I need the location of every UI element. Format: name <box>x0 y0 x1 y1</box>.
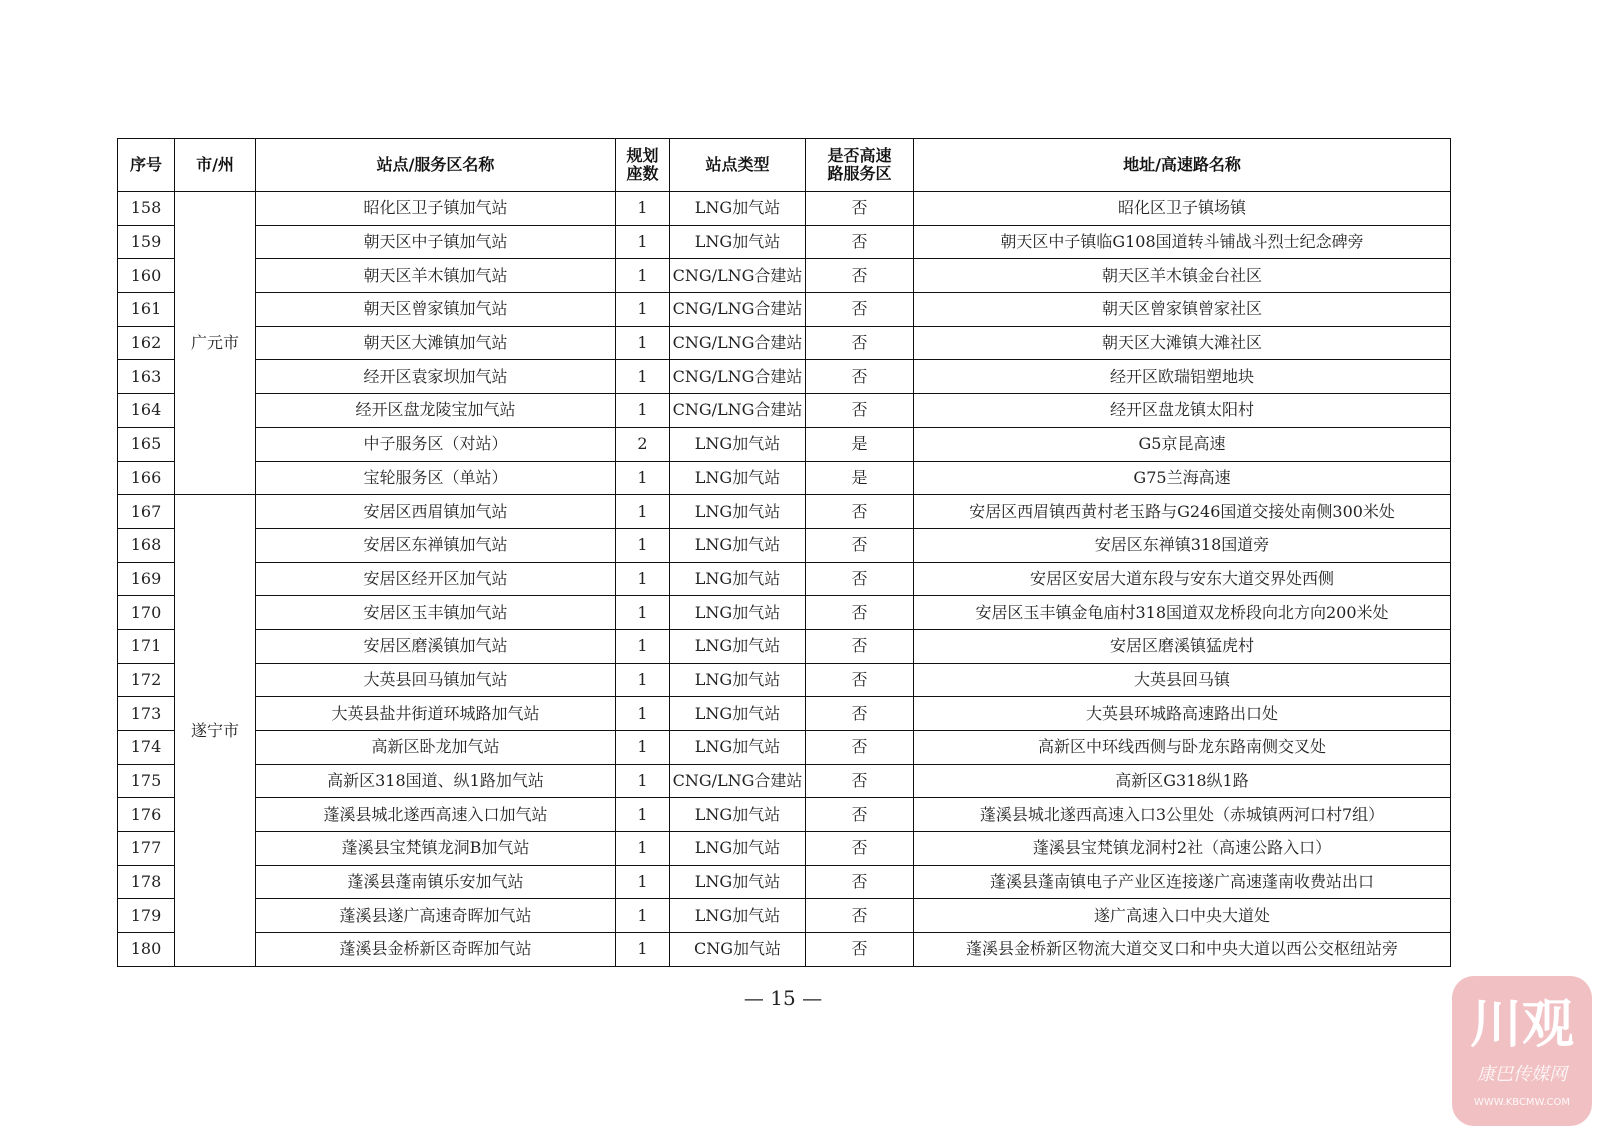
cell-address: 高新区G318纵1路 <box>914 764 1451 798</box>
cell-index: 171 <box>118 629 175 663</box>
cell-station-type: LNG加气站 <box>670 865 806 899</box>
table-row <box>118 629 1451 663</box>
table-row <box>118 798 1451 832</box>
cell-planned-count: 1 <box>616 933 670 967</box>
cell-is-highway: 否 <box>806 933 914 967</box>
header-city: 市/州 <box>175 139 256 192</box>
table-row <box>118 326 1451 360</box>
cell-address: 昭化区卫子镇场镇 <box>914 192 1451 226</box>
header-index: 序号 <box>118 139 175 192</box>
header-planned-count: 规划 座数 <box>616 139 670 192</box>
cell-city: 遂宁市 <box>175 495 256 967</box>
cell-address: 高新区中环线西侧与卧龙东路南侧交叉处 <box>914 731 1451 765</box>
table-row <box>118 933 1451 967</box>
cell-station-name: 朝天区羊木镇加气站 <box>256 259 616 293</box>
cell-address: 朝天区曾家镇曾家社区 <box>914 293 1451 327</box>
cell-planned-count: 1 <box>616 899 670 933</box>
cell-is-highway: 否 <box>806 832 914 866</box>
cell-is-highway: 否 <box>806 697 914 731</box>
cell-index: 161 <box>118 293 175 327</box>
cell-station-name: 安居区玉丰镇加气站 <box>256 596 616 630</box>
cell-index: 169 <box>118 562 175 596</box>
table-row <box>118 259 1451 293</box>
cell-planned-count: 1 <box>616 495 670 529</box>
cell-address: 朝天区大滩镇大滩社区 <box>914 326 1451 360</box>
cell-is-highway: 否 <box>806 629 914 663</box>
table-row <box>118 192 1451 226</box>
table-row <box>118 596 1451 630</box>
cell-station-name: 大英县回马镇加气站 <box>256 663 616 697</box>
table-row <box>118 832 1451 866</box>
header-station-type: 站点类型 <box>670 139 806 192</box>
cell-index: 166 <box>118 461 175 495</box>
table-row <box>118 562 1451 596</box>
cell-index: 179 <box>118 899 175 933</box>
cell-address: 大英县环城路高速路出口处 <box>914 697 1451 731</box>
cell-planned-count: 1 <box>616 562 670 596</box>
cell-station-type: LNG加气站 <box>670 562 806 596</box>
cell-index: 172 <box>118 663 175 697</box>
cell-address: 安居区西眉镇西黄村老玉路与G246国道交接处南侧300米处 <box>914 495 1451 529</box>
cell-station-type: LNG加气站 <box>670 798 806 832</box>
cell-city: 广元市 <box>175 192 256 495</box>
table-row <box>118 663 1451 697</box>
cell-index: 160 <box>118 259 175 293</box>
cell-station-name: 蓬溪县宝梵镇龙洞B加气站 <box>256 832 616 866</box>
cell-station-name: 蓬溪县遂广高速奇晖加气站 <box>256 899 616 933</box>
cell-station-name: 高新区318国道、纵1路加气站 <box>256 764 616 798</box>
cell-planned-count: 1 <box>616 865 670 899</box>
cell-planned-count: 1 <box>616 596 670 630</box>
cell-planned-count: 1 <box>616 293 670 327</box>
cell-planned-count: 2 <box>616 427 670 461</box>
cell-index: 176 <box>118 798 175 832</box>
station-table <box>117 138 1451 967</box>
cell-station-name: 宝轮服务区（单站） <box>256 461 616 495</box>
cell-address: 安居区东禅镇318国道旁 <box>914 528 1451 562</box>
cell-is-highway: 否 <box>806 731 914 765</box>
header-address: 地址/高速路名称 <box>914 139 1451 192</box>
cell-index: 162 <box>118 326 175 360</box>
cell-station-type: CNG/LNG合建站 <box>670 360 806 394</box>
cell-is-highway: 否 <box>806 293 914 327</box>
cell-station-type: CNG/LNG合建站 <box>670 764 806 798</box>
table-header-row <box>118 139 1451 192</box>
table-row <box>118 528 1451 562</box>
cell-is-highway: 否 <box>806 596 914 630</box>
cell-address: 安居区磨溪镇猛虎村 <box>914 629 1451 663</box>
cell-planned-count: 1 <box>616 528 670 562</box>
cell-address: 蓬溪县宝梵镇龙洞村2社（高速公路入口） <box>914 832 1451 866</box>
page-number: — 15 — <box>743 986 823 1010</box>
cell-station-name: 朝天区中子镇加气站 <box>256 225 616 259</box>
table-row <box>118 865 1451 899</box>
cell-is-highway: 是 <box>806 461 914 495</box>
cell-planned-count: 1 <box>616 192 670 226</box>
cell-station-type: LNG加气站 <box>670 596 806 630</box>
cell-station-type: LNG加气站 <box>670 225 806 259</box>
cell-station-name: 经开区盘龙陵宝加气站 <box>256 394 616 428</box>
table-row <box>118 461 1451 495</box>
cell-station-type: CNG加气站 <box>670 933 806 967</box>
cell-planned-count: 1 <box>616 764 670 798</box>
cell-station-type: LNG加气站 <box>670 832 806 866</box>
cell-index: 178 <box>118 865 175 899</box>
cell-station-name: 安居区经开区加气站 <box>256 562 616 596</box>
cell-station-name: 昭化区卫子镇加气站 <box>256 192 616 226</box>
cell-station-name: 安居区磨溪镇加气站 <box>256 629 616 663</box>
table-row <box>118 293 1451 327</box>
cell-index: 173 <box>118 697 175 731</box>
cell-index: 159 <box>118 225 175 259</box>
cell-index: 158 <box>118 192 175 226</box>
cell-planned-count: 1 <box>616 663 670 697</box>
watermark-logo-text: 川观 <box>1469 994 1574 1055</box>
cell-address: 朝天区羊木镇金台社区 <box>914 259 1451 293</box>
cell-planned-count: 1 <box>616 629 670 663</box>
header-station-name: 站点/服务区名称 <box>256 139 616 192</box>
watermark-subtitle: 康巴传媒网 <box>1477 1064 1567 1085</box>
cell-station-name: 蓬溪县蓬南镇乐安加气站 <box>256 865 616 899</box>
cell-planned-count: 1 <box>616 697 670 731</box>
cell-planned-count: 1 <box>616 798 670 832</box>
cell-planned-count: 1 <box>616 731 670 765</box>
cell-index: 164 <box>118 394 175 428</box>
cell-index: 175 <box>118 764 175 798</box>
table-row <box>118 764 1451 798</box>
table-row <box>118 225 1451 259</box>
cell-station-type: CNG/LNG合建站 <box>670 394 806 428</box>
cell-station-type: LNG加气站 <box>670 629 806 663</box>
cell-station-name: 朝天区大滩镇加气站 <box>256 326 616 360</box>
cell-station-type: LNG加气站 <box>670 899 806 933</box>
cell-station-name: 安居区西眉镇加气站 <box>256 495 616 529</box>
cell-index: 165 <box>118 427 175 461</box>
cell-address: 遂广高速入口中央大道处 <box>914 899 1451 933</box>
cell-planned-count: 1 <box>616 832 670 866</box>
cell-index: 163 <box>118 360 175 394</box>
cell-station-type: LNG加气站 <box>670 427 806 461</box>
cell-is-highway: 否 <box>806 798 914 832</box>
cell-address: 蓬溪县金桥新区物流大道交叉口和中央大道以西公交枢纽站旁 <box>914 933 1451 967</box>
cell-planned-count: 1 <box>616 360 670 394</box>
cell-address: 安居区玉丰镇金龟庙村318国道双龙桥段向北方向200米处 <box>914 596 1451 630</box>
table-row <box>118 427 1451 461</box>
cell-station-name: 中子服务区（对站） <box>256 427 616 461</box>
cell-station-name: 安居区东禅镇加气站 <box>256 528 616 562</box>
cell-station-type: LNG加气站 <box>670 528 806 562</box>
cell-station-name: 经开区袁家坝加气站 <box>256 360 616 394</box>
cell-index: 170 <box>118 596 175 630</box>
cell-address: 经开区欧瑞铝塑地块 <box>914 360 1451 394</box>
table-row <box>118 731 1451 765</box>
cell-address: 蓬溪县蓬南镇电子产业区连接遂广高速蓬南收费站出口 <box>914 865 1451 899</box>
cell-station-name: 朝天区曾家镇加气站 <box>256 293 616 327</box>
cell-is-highway: 否 <box>806 259 914 293</box>
cell-is-highway: 否 <box>806 225 914 259</box>
watermark-url: WWW.KBCMW.COM <box>1474 1097 1570 1108</box>
cell-address: 蓬溪县城北遂西高速入口3公里处（赤城镇两河口村7组） <box>914 798 1451 832</box>
cell-is-highway: 否 <box>806 360 914 394</box>
cell-planned-count: 1 <box>616 326 670 360</box>
table-row <box>118 899 1451 933</box>
watermark-logo <box>1452 976 1592 1126</box>
cell-index: 180 <box>118 933 175 967</box>
cell-address: 经开区盘龙镇太阳村 <box>914 394 1451 428</box>
cell-station-type: CNG/LNG合建站 <box>670 326 806 360</box>
cell-station-name: 大英县盐井街道环城路加气站 <box>256 697 616 731</box>
cell-address: G5京昆高速 <box>914 427 1451 461</box>
cell-station-type: LNG加气站 <box>670 697 806 731</box>
cell-address: 朝天区中子镇临G108国道转斗铺战斗烈士纪念碑旁 <box>914 225 1451 259</box>
cell-is-highway: 否 <box>806 663 914 697</box>
header-is-highway: 是否高速 路服务区 <box>806 139 914 192</box>
cell-station-type: LNG加气站 <box>670 731 806 765</box>
cell-station-type: CNG/LNG合建站 <box>670 259 806 293</box>
cell-index: 177 <box>118 832 175 866</box>
cell-station-name: 蓬溪县金桥新区奇晖加气站 <box>256 933 616 967</box>
cell-planned-count: 1 <box>616 259 670 293</box>
cell-station-type: LNG加气站 <box>670 495 806 529</box>
cell-station-name: 蓬溪县城北遂西高速入口加气站 <box>256 798 616 832</box>
cell-address: G75兰海高速 <box>914 461 1451 495</box>
cell-is-highway: 是 <box>806 427 914 461</box>
table-row <box>118 697 1451 731</box>
cell-planned-count: 1 <box>616 461 670 495</box>
cell-station-name: 高新区卧龙加气站 <box>256 731 616 765</box>
cell-address: 大英县回马镇 <box>914 663 1451 697</box>
cell-station-type: LNG加气站 <box>670 663 806 697</box>
cell-planned-count: 1 <box>616 394 670 428</box>
cell-is-highway: 否 <box>806 394 914 428</box>
cell-index: 168 <box>118 528 175 562</box>
table-row <box>118 495 1451 529</box>
cell-is-highway: 否 <box>806 562 914 596</box>
cell-is-highway: 否 <box>806 865 914 899</box>
cell-is-highway: 否 <box>806 528 914 562</box>
cell-is-highway: 否 <box>806 899 914 933</box>
cell-station-type: LNG加气站 <box>670 192 806 226</box>
cell-is-highway: 否 <box>806 764 914 798</box>
cell-is-highway: 否 <box>806 192 914 226</box>
cell-index: 174 <box>118 731 175 765</box>
cell-index: 167 <box>118 495 175 529</box>
cell-is-highway: 否 <box>806 326 914 360</box>
cell-address: 安居区安居大道东段与安东大道交界处西侧 <box>914 562 1451 596</box>
cell-planned-count: 1 <box>616 225 670 259</box>
table-row <box>118 394 1451 428</box>
cell-station-type: CNG/LNG合建站 <box>670 293 806 327</box>
table-row <box>118 360 1451 394</box>
table-body <box>118 192 1451 967</box>
cell-is-highway: 否 <box>806 495 914 529</box>
cell-station-type: LNG加气站 <box>670 461 806 495</box>
